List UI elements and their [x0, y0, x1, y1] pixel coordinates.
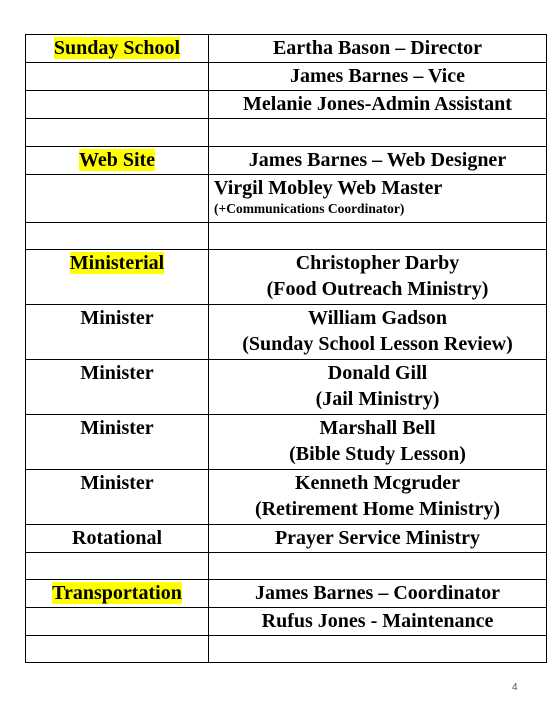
name-line: William Gadson: [307, 307, 448, 329]
dept-cell: [26, 360, 209, 415]
role-label: Minister: [80, 362, 154, 384]
name-line: James Barnes – Coordinator: [255, 582, 500, 604]
dept-label-ministerial: Ministerial: [69, 252, 165, 274]
dept-cell: [26, 580, 209, 608]
name-line: Marshall Bell: [319, 417, 436, 439]
dept-cell: [26, 147, 209, 175]
name-line: Prayer Service Ministry: [274, 527, 481, 549]
dept-cell: [26, 636, 209, 663]
role-label: Rotational: [72, 527, 162, 549]
name-cell: [209, 35, 547, 63]
table-row: [26, 63, 547, 91]
name-cell: [209, 119, 547, 147]
name-cell: [209, 147, 547, 175]
table-row: [26, 360, 547, 415]
name-cell: [209, 175, 547, 223]
ministry-line: (Retirement Home Ministry): [254, 498, 501, 520]
name-cell: [209, 223, 547, 250]
name-cell: [209, 636, 547, 663]
table-row: [26, 250, 547, 305]
role-label: Minister: [80, 472, 154, 494]
table-row: [26, 305, 547, 360]
dept-label-web-site: Web Site: [78, 149, 156, 171]
table-row: [26, 580, 547, 608]
dept-cell: [26, 119, 209, 147]
name-cell: [209, 360, 547, 415]
table-row: [26, 608, 547, 636]
name-line: Virgil Mobley Web Master: [214, 177, 443, 199]
ministry-line: (Food Outreach Ministry): [266, 278, 489, 300]
name-line: James Barnes – Vice: [290, 65, 465, 87]
role-label: Minister: [80, 307, 154, 329]
dept-cell: [26, 91, 209, 119]
name-cell: [209, 305, 547, 360]
table-row-empty: [26, 223, 547, 250]
name-line: James Barnes – Web Designer: [248, 149, 507, 171]
name-cell: [209, 525, 547, 553]
dept-cell: [26, 63, 209, 91]
dept-cell: [26, 250, 209, 305]
dept-cell: [26, 525, 209, 553]
name-line: Rufus Jones - Maintenance: [261, 610, 494, 632]
dept-cell: [26, 35, 209, 63]
name-cell: [209, 553, 547, 580]
dept-label-sunday-school: Sunday School: [53, 37, 181, 59]
dept-cell: [26, 415, 209, 470]
name-cell: [209, 608, 547, 636]
role-label: Minister: [80, 417, 154, 439]
dept-cell: [26, 470, 209, 525]
name-cell: [209, 63, 547, 91]
name-cell: [209, 415, 547, 470]
table-row-empty: [26, 119, 547, 147]
ministry-line: (Sunday School Lesson Review): [242, 333, 513, 355]
table-row-empty: [26, 553, 547, 580]
name-line: Christopher Darby: [295, 252, 460, 274]
name-line: Donald Gill: [327, 362, 428, 384]
table-row: [26, 525, 547, 553]
name-cell: [209, 580, 547, 608]
name-cell: [209, 250, 547, 305]
table-row: [26, 415, 547, 470]
ministry-line: (Jail Ministry): [315, 388, 440, 410]
table-row: [26, 147, 547, 175]
dept-cell: [26, 608, 209, 636]
name-line: Melanie Jones-Admin Assistant: [243, 93, 512, 115]
dept-cell: [26, 175, 209, 223]
page-number: 4: [512, 682, 518, 693]
name-line: Eartha Bason – Director: [272, 37, 483, 59]
table-row: [26, 470, 547, 525]
table-row-empty: [26, 636, 547, 663]
table-row: [26, 175, 547, 223]
name-cell: [209, 470, 547, 525]
table-row: [26, 91, 547, 119]
name-line: Kenneth Mcgruder: [295, 472, 460, 494]
table-row: [26, 35, 547, 63]
dept-cell: [26, 305, 209, 360]
role-note: (+Communications Coordinator): [214, 201, 405, 216]
dept-cell: [26, 223, 209, 250]
roster-table: [25, 34, 547, 663]
dept-label-transportation: Transportation: [52, 582, 182, 604]
name-cell: [209, 91, 547, 119]
dept-cell: [26, 553, 209, 580]
ministry-line: (Bible Study Lesson): [289, 443, 466, 465]
